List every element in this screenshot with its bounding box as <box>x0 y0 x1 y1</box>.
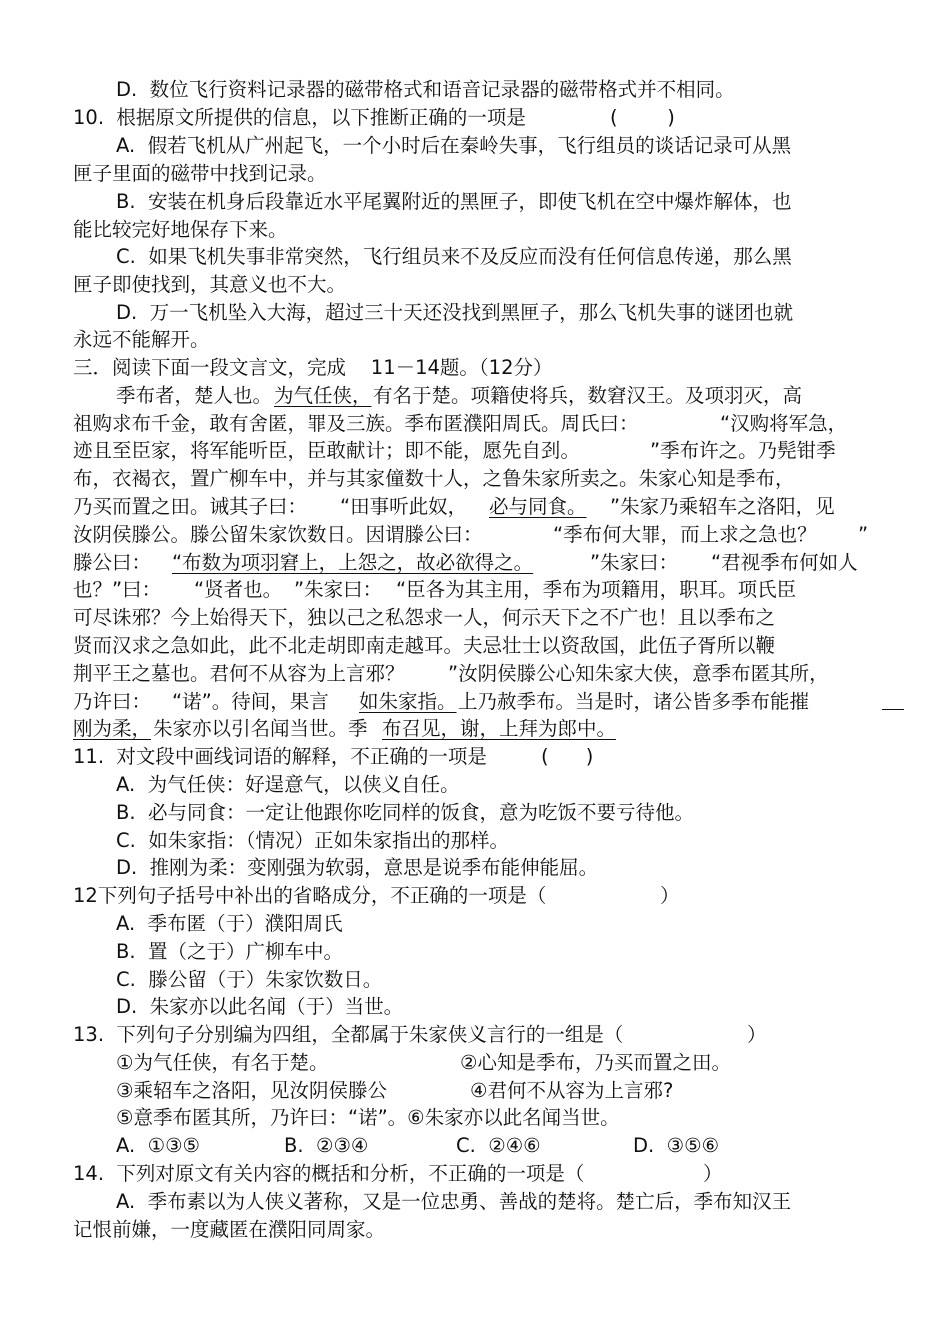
passage-line1-a: 季布者，楚人也。 <box>116 384 273 407</box>
q13-stem: 13. 下列句子分别编为四组，全都属于朱家侠义言行的一组是（ <box>73 1023 624 1046</box>
passage-line3-quote: ”季布许之。乃髡钳季 <box>650 439 836 462</box>
passage-line13-b: 朱家亦以引名闻当世。季 <box>153 717 368 740</box>
q9-option-d: D. 数位飞行资料记录器的磁带格式和语音记录器的磁带格式并不相同。 <box>116 78 735 101</box>
q13-item-4: ④君何不从容为上言邪? <box>470 1079 674 1102</box>
q12-answer-paren: ） <box>660 884 680 907</box>
passage-line6-end: ” <box>858 523 869 546</box>
q14-option-a-line1: A. 季布素以为人侠义著称，又是一位忠勇、善战的楚将。楚亡后，季布知汉王 <box>116 1190 792 1213</box>
q11-stem: 11. 对文段中画线词语的解释，不正确的一项是 <box>73 745 487 768</box>
passage-line11-quote: ”汝阴侯滕公心知朱家大侠，意季布匿其所， <box>448 662 829 685</box>
passage-line8-a: 也？”曰： <box>73 578 162 601</box>
q11-option-c: C. 如朱家指：（情况）正如朱家指出的那样。 <box>116 829 509 852</box>
q10-option-c-line2: 匣子即使找到，其意义也不大。 <box>73 273 347 296</box>
q10-option-d-line2: 永远不能解开。 <box>73 328 210 351</box>
q13-item-2: ②心知是季布，乃买而置之田。 <box>460 1051 731 1074</box>
passage-line8-c: ”朱家曰： <box>294 578 383 601</box>
passage-line3: 迹且至臣家，将军能听臣，臣敢献计；即不能，愿先自刭。 <box>73 439 581 462</box>
q13-item-3: ③乘轺车之洛阳，见汝阴侯滕公 <box>116 1079 387 1102</box>
passage-line4: 布，衣褐衣，置广柳车中，并与其家僮数十人，之鲁朱家所卖之。朱家心知是季布， <box>73 467 795 490</box>
passage-line2: 祖购求布千金，敢有舍匿，罪及三族。季布匿濮阳周氏。周氏曰： <box>73 412 639 435</box>
q12-option-c: C. 滕公留（于）朱家饮数日。 <box>116 968 383 991</box>
q10-stem: 10. 根据原文所提供的信息，以下推断正确的一项是 <box>73 106 526 129</box>
passage-line12-d: 上乃赦季布。当是时，诸公皆多季布能摧 <box>458 690 810 713</box>
passage-line7-d: “君视季布何如人 <box>711 551 858 574</box>
passage-line8-b: “贤者也。 <box>194 578 283 601</box>
passage-line10: 贤而汉求之急如此，此不北走胡即南走越耳。夫忌壮士以资敌国，此伍子胥所以鞭 <box>73 634 776 657</box>
q10-answer-paren: ( ) <box>610 106 675 129</box>
passage-underline-6: 布召见，谢，上拜为郎中。 <box>382 717 617 740</box>
q10-option-b-line2: 能比较完好地保存下来。 <box>73 218 288 241</box>
q11-option-d: D. 推刚为柔：变刚强为软弱，意思是说季布能伸能屈。 <box>116 856 599 879</box>
passage-line9: 可尽诛邪？今上始得天下，独以己之私怨求一人，何示天下之不广也！且以季布之 <box>73 606 776 629</box>
q13-option-b: B. ②③④ <box>284 1134 369 1157</box>
q10-option-b-line1: B. 安装在机身后段靠近水平尾翼附近的黑匣子，即使飞机在空中爆炸解体，也 <box>116 190 792 213</box>
q11-answer-paren: ( ) <box>541 745 594 768</box>
underline-continuation-mark <box>882 709 904 710</box>
passage-underline-2: 必与同食。 <box>489 495 587 518</box>
passage-line5-b: “田事听此奴， <box>340 495 468 518</box>
q12-option-a: A. 季布匿（于）濮阳周氏 <box>116 912 343 935</box>
q14-answer-paren: ） <box>703 1162 723 1185</box>
passage-underline-5: 刚为柔， <box>73 717 152 740</box>
q13-item-5-6: ⑤意季布匿其所，乃许曰：“诺”。⑥朱家亦以此名闻当世。 <box>116 1106 620 1129</box>
passage-line8-d: “臣各为其主用，季布为项籍用，职耳。项氏臣 <box>396 578 797 601</box>
passage-underline-1: 为气任侠， <box>274 384 372 407</box>
q13-option-d: D. ③⑤⑥ <box>633 1134 720 1157</box>
passage-line5-a: 乃买而置之田。诫其子曰： <box>73 495 308 518</box>
q10-option-c-line1: C. 如果飞机失事非常突然，飞行组员来不及反应而没有任何信息传递，那么黑 <box>116 245 792 268</box>
q13-answer-paren: ） <box>747 1023 767 1046</box>
q12-stem: 12下列句子括号中补出的省略成分，不正确的一项是（ <box>73 884 547 907</box>
passage-line11: 荆平王之墓也。君何不从容为上言邪？ <box>73 662 405 685</box>
passage-underline-3: “布数为项羽窘上，上怨之，故必欲得之。 <box>172 551 534 574</box>
q12-option-b: B. 置（之于）广柳车中。 <box>116 940 343 963</box>
passage-underline-4: 如朱家指。 <box>359 690 457 713</box>
passage-line12-a: 乃许曰： <box>73 690 152 713</box>
passage-line5-d: ”朱家乃乘轺车之洛阳，见 <box>610 495 835 518</box>
q12-option-d: D. 朱家亦以此名闻（于）当世。 <box>116 995 404 1018</box>
passage-line7-a: 滕公曰： <box>73 551 152 574</box>
section3-header: 三．阅读下面一段文言文，完成 11－14题。（12分） <box>73 356 553 379</box>
q10-option-d-line1: D. 万一飞机坠入大海，超过三十天还没找到黑匣子，那么飞机失事的谜团也就 <box>116 301 794 324</box>
q14-option-a-line2: 记恨前嫌，一度藏匿在濮阳同周家。 <box>73 1218 386 1241</box>
passage-line6: 汝阴侯滕公。滕公留朱家饮数日。因谓滕公曰： <box>73 523 483 546</box>
q13-item-1: ①为气任侠，有名于楚。 <box>116 1051 329 1074</box>
q11-option-b: B. 必与同食：一定让他跟你吃同样的饭食，意为吃饭不要亏待他。 <box>116 801 694 824</box>
q11-option-a: A. 为气任侠：好逞意气，以侠义自任。 <box>116 773 460 796</box>
q10-option-a-line1: A. 假若飞机从广州起飞，一个小时后在秦岭失事，飞行组员的谈话记录可从黑 <box>116 134 792 157</box>
q14-stem: 14. 下列对原文有关内容的概括和分析，不正确的一项是（ <box>73 1162 585 1185</box>
q10-option-a-line2: 匣子里面的磁带中找到记录。 <box>73 162 327 185</box>
q13-option-c: C. ②④⑥ <box>456 1134 541 1157</box>
passage-line2-quote: “汉购将军急， <box>720 412 848 435</box>
passage-line1-c: 有名于楚。项籍使将兵，数窘汉王。及项羽灭，高 <box>373 384 803 407</box>
passage-line12-b: “诺”。待间，果言 <box>172 690 329 713</box>
q13-option-a: A. ①③⑤ <box>116 1134 201 1157</box>
passage-line7-c: ”朱家曰： <box>590 551 679 574</box>
passage-line6-quote: “季布何大罪，而上求之急也？ <box>553 523 817 546</box>
